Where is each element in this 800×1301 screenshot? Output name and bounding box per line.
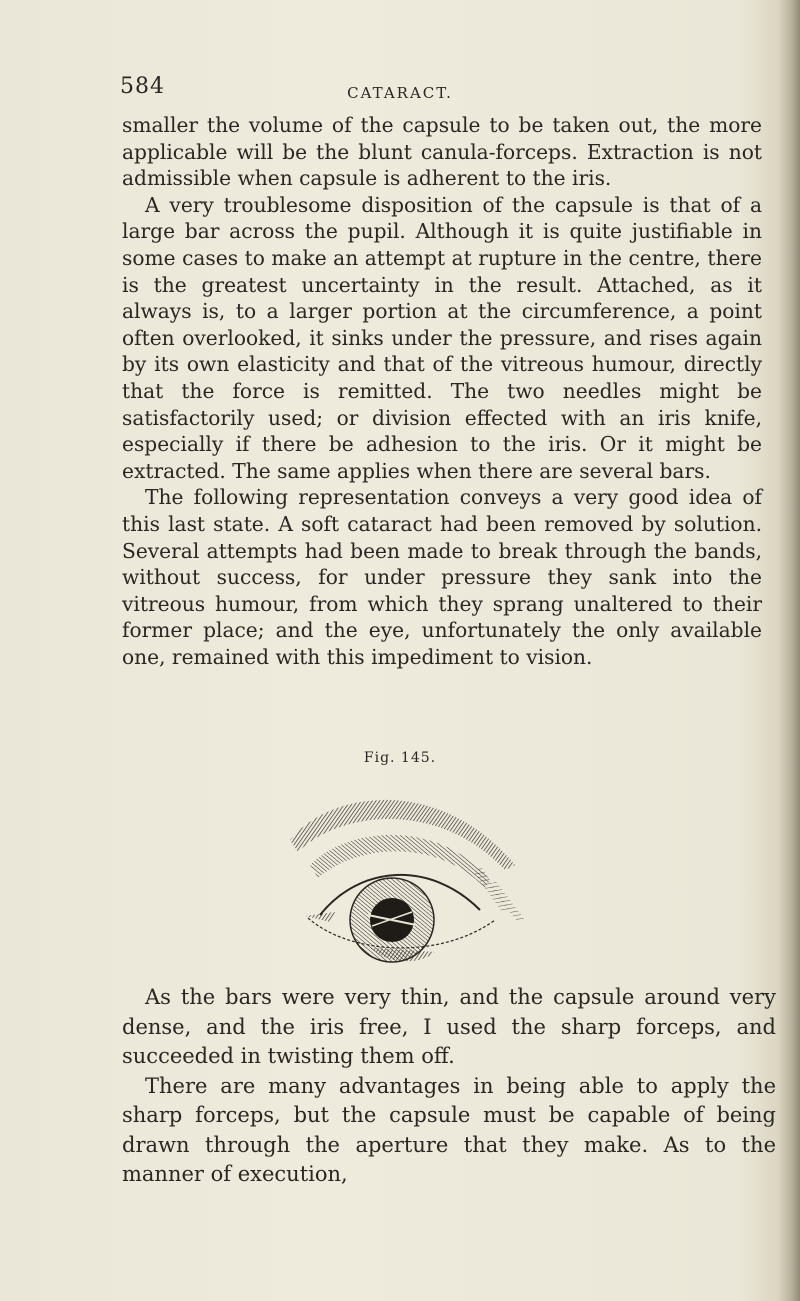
running-head: CATARACT. [347,84,453,102]
eye-engraving-icon [280,770,530,970]
eye-illustration [280,770,530,970]
paragraph: There are many advantages in being able to apply the sharp forceps, but the capsule must be capable of being drawn through the aperture that they make. As to the manner of execution, [122,1073,776,1186]
paragraph: A very troublesome disposition of the capsule is that of a large bar across the pupil. Although it is quite justifiable in some cases to make an attempt at rupture in the centre, there is the greatest uncertainty in the result. Attached, as it always is, to a larger portion at the circumference, a point often overlooked, it sinks under the pressure, and rises again by its own elasticity and that of the vitreous humour, directly that the force is remitted. The two needles might be satisfactorily used; or division effected with an iris knife, especially if there be adhesion to the iris. Or it might be extracted. The same applies when there are several bars. [122,192,762,483]
text-block-upper [122,112,762,670]
text-block-lower [122,983,776,1190]
paragraph: smaller the volume of the capsule to be taken out, the more applicable will be the blunt canula-forceps. Extraction is not admissible when capsule is adherent to the iris. [122,113,762,191]
page-number: 584 [120,74,165,99]
figure-caption: Fig. 145. [363,750,437,766]
paragraph: As the bars were very thin, and the capsule around very dense, and the iris free, I used the sharp forceps, and succeeded in twisting them off. [122,985,776,1068]
page-edge-shadow [778,0,800,1301]
paragraph: The following representation conveys a very good idea of this last state. A soft cataract had been removed by solution. Several attempts had been made to break through the bands, without success, for under pressure they sank into the vitreous humour, from which they sprang unaltered to their former place; and the eye, unfortunately the only available one, remained with this impediment to vision. [122,485,762,669]
